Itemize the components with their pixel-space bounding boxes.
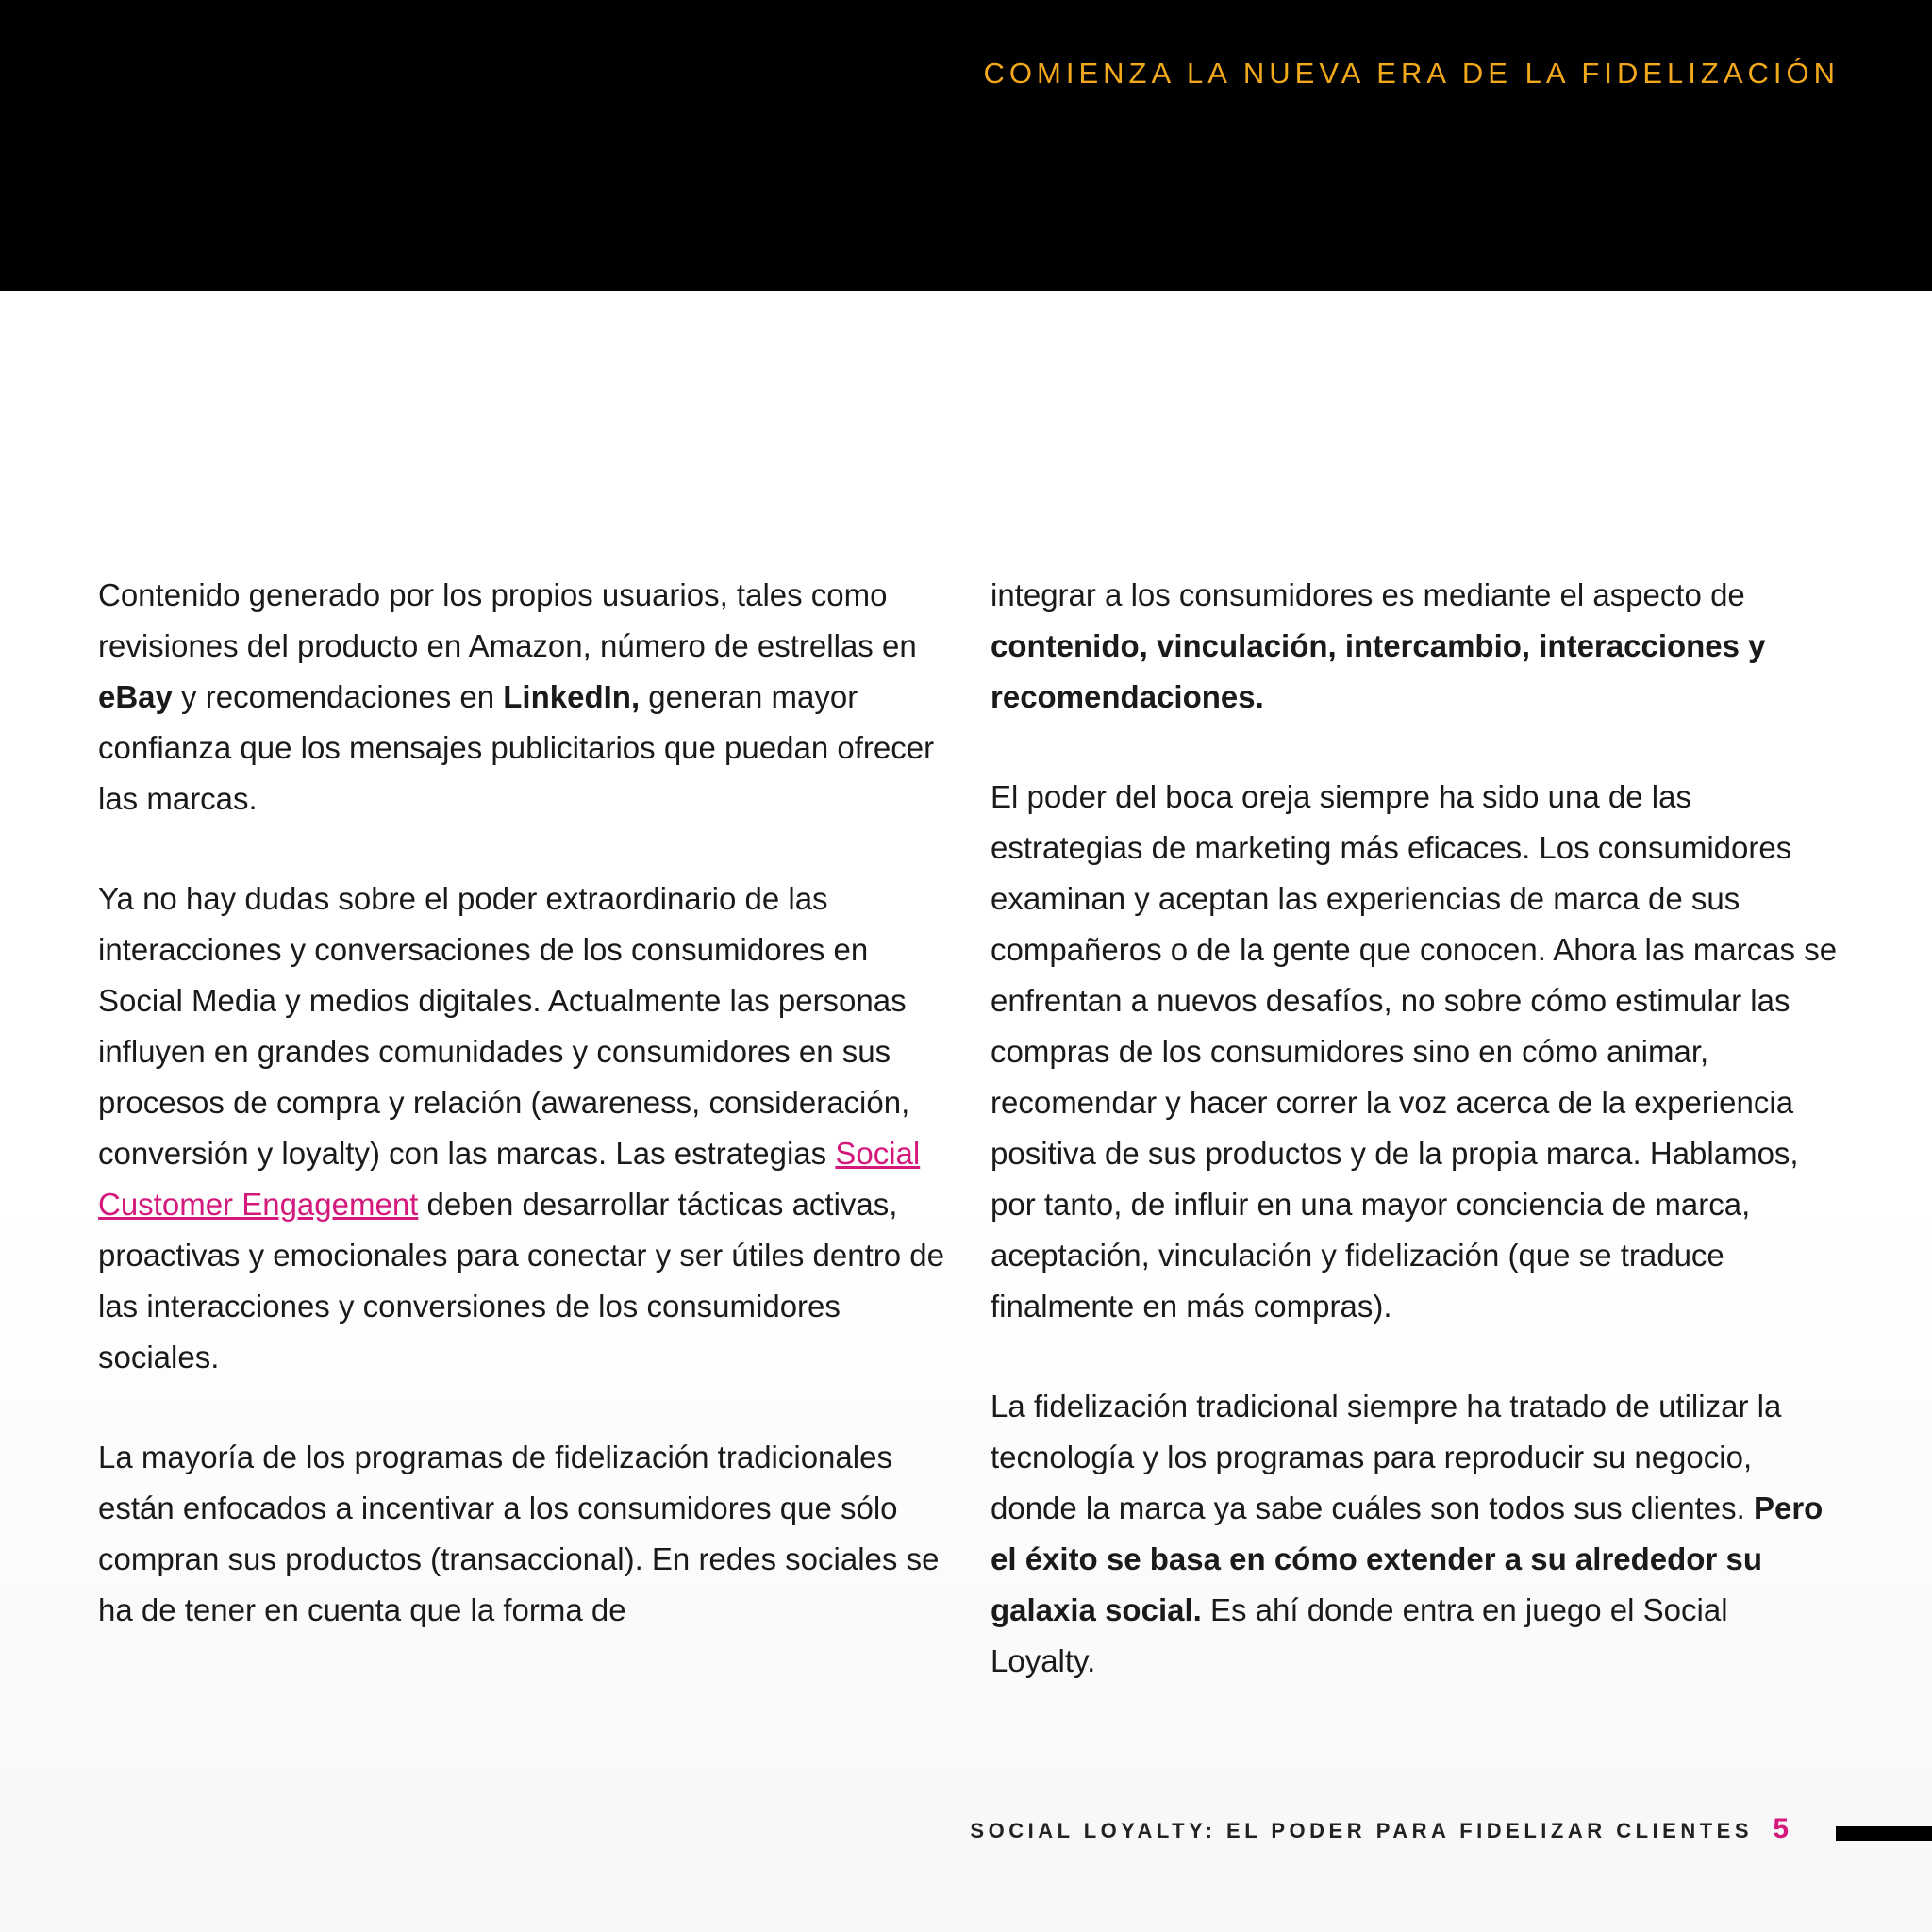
header-band xyxy=(0,0,1932,291)
paragraph-ugc xyxy=(98,570,947,824)
text-run: El poder del boca oreja siempre ha sido una de las estrategias de marketing más eficaces. Los consumidores examinan y aceptan las experiencias de marca de sus compañeros o de la gente que conocen. Ahora las marcas se enfrentan a nuevos desafíos, no sobre cómo estimular las compras de los consumidores sino en cómo animar, recomendar y hacer correr la voz acerca de la experiencia positiva de sus productos y de la propia marca. Hablamos, por tanto, de influir en una mayor conciencia de marca, aceptación, vinculación y fidelización (que se traduce finalmente en más compras). xyxy=(991,779,1838,1324)
page-number: 5 xyxy=(1773,1813,1789,1844)
bold-text: contenido, vinculación, intercambio, interacciones y recomendaciones. xyxy=(991,628,1766,714)
paragraph-integration xyxy=(991,570,1840,723)
paragraph-word-of-mouth xyxy=(991,772,1840,1332)
page-footer xyxy=(0,1809,1932,1862)
text-run: La mayoría de los programas de fidelización tradicionales están enfocados a incentivar a los consumidores que sólo compran sus productos (transaccional). En redes sociales se ha de tener en cuenta que la forma de xyxy=(98,1440,940,1627)
text-run: Ya no hay dudas sobre el poder extraordinario de las interacciones y conversaciones de los consumidores en Social Media y medios digitales. Actualmente las personas influyen en grandes comunidades y consumidores en sus procesos de compra y relación (awareness, consideración, conversión y loyalty) con las marcas. Las estrategias xyxy=(98,881,910,1171)
footer-bar-decoration xyxy=(1836,1826,1932,1841)
left-column xyxy=(98,570,947,1685)
text-run: La fidelización tradicional siempre ha tratado de utilizar la tecnología y los programas para reproducir su negocio, donde la marca ya sabe cuáles son todos sus clientes. xyxy=(991,1389,1782,1525)
text-run: generan mayor confianza que los mensajes publicitarios que puedan ofrecer las marcas. xyxy=(98,679,935,816)
running-title: SOCIAL LOYALTY: EL PODER PARA FIDELIZAR CLIENTES xyxy=(970,1819,1753,1842)
text-run: y recomendaciones en xyxy=(172,679,504,714)
text-run: deben desarrollar tácticas activas, proactivas y emocionales para conectar y ser útiles dentro de las interacciones y conversiones de los consumidores sociales. xyxy=(98,1187,944,1374)
brand-linkedin: LinkedIn, xyxy=(503,679,641,714)
text-run: Es ahí donde entra en juego el Social Loyalty. xyxy=(991,1592,1728,1678)
paragraph-traditional-programs xyxy=(98,1432,947,1636)
brand-ebay: eBay xyxy=(98,679,173,714)
paragraph-social-interactions xyxy=(98,874,947,1383)
chapter-title: COMIENZA LA NUEVA ERA DE LA FIDELIZACIÓN xyxy=(983,57,1840,90)
social-customer-engagement-link[interactable]: Social Customer Engagement xyxy=(98,1136,921,1222)
text-run: integrar a los consumidores es mediante el aspecto de xyxy=(991,577,1745,612)
text-run: Contenido generado por los propios usuarios, tales como revisiones del producto en Amazon, número de estrellas en xyxy=(98,577,917,663)
paragraph-social-loyalty xyxy=(991,1381,1840,1687)
right-column xyxy=(991,570,1840,1736)
bold-text: Pero el éxito se basa en cómo extender a su alrededor su galaxia social. xyxy=(991,1491,1824,1627)
